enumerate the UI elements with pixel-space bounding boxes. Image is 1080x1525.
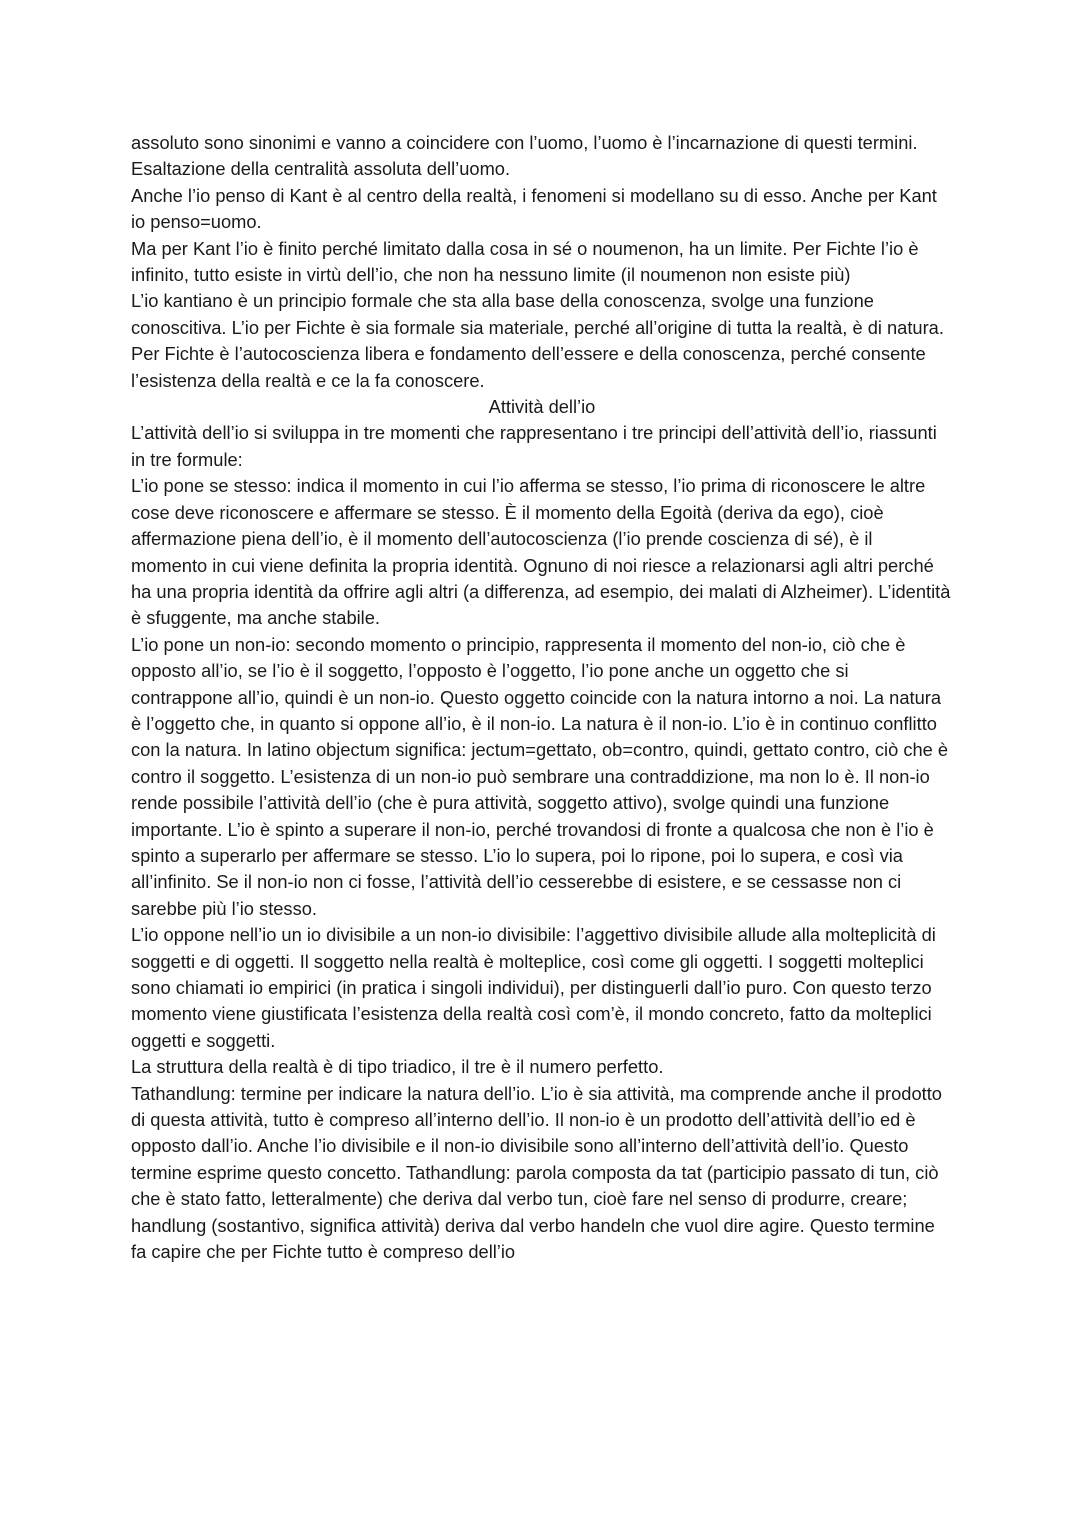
paragraph-io-pone-non-io: L’io pone un non-io: secondo momento o principio, rappresenta il momento del non-io, ciò che è opposto all’io, se l’io è il soggetto, l’opposto è l’oggetto, l’io pone anche un oggetto che si contrappone all’io, quindi è un non-io. Questo oggetto coincide con la natura intorno a noi. La natura è l’oggetto che, in quanto si oppone all’io, è il non-io. La natura è il non-io. L’io è in continuo conflitto con la natura. In latino objectum significa: jectum=gettato, ob=contro, quindi, gettato contro, ciò che è contro il soggetto. L’esistenza di un non-io può sembrare una contraddizione, ma non lo è. Il non-io rende possibile l’attività dell’io (che è pura attività, soggetto attivo), svolge quindi una funzione importante. L’io è spinto a superare il non-io, perché trovandosi di fronte a qualcosa che non è l’io è spinto a superarlo per affermare se stesso. L’io lo supera, poi lo ripone, poi lo supera, e così via all’infinito. Se il non-io non ci fosse, l’attività dell’io cesserebbe di esistere, e se cessasse non ci sarebbe più l’io stesso. — [131, 633, 949, 919]
paragraph-io-pone-se-stesso: L’io pone se stesso: indica il momento in cui l’io afferma se stesso, l’io prima di riconoscere le altre cose deve riconoscere e affermare se stesso. È il momento della Egoità (deriva da ego), cioè affermazione piena dell’io, è il momento dell’autocoscienza (l’io prende coscienza di sé), è il momento in cui viene definita la propria identità. Ognuno di noi riesce a relazionarsi agli altri perché ha una propria identità da offrire agli altri (a differenza, ad esempio, dei malati di Alzheimer). L’identità è sfuggente, ma anche stabile. — [131, 475, 951, 629]
paragraph-io-kantiano: L’io kantiano è un principio formale che sta alla base della conoscenza, svolge una funzione conoscitiva. L’io per Fichte è sia formale sia materiale, perché all’origine di tutta la realtà, è di natura. Per Fichte è l’autocoscienza libera e fondamento dell’essere e della conoscenza, perché consente l’esistenza della realtà e ce la fa conoscere. — [131, 290, 944, 391]
paragraph-struttura-triadica: La struttura della realtà è di tipo triadico, il tre è il numero perfetto. — [131, 1056, 664, 1078]
document-page — [131, 130, 953, 1265]
paragraph-three-moments: L’attività dell’io si sviluppa in tre momenti che rappresentano i tre principi dell’attività dell’io, riassunti in tre formule: — [131, 422, 937, 470]
paragraph-intro-absolute: assoluto sono sinonimi e vanno a coincidere con l’uomo, l’uomo è l’incarnazione di questi termini. Esaltazione della centralità assoluta dell’uomo. — [131, 132, 918, 180]
paragraph-io-oppone: L’io oppone nell’io un io divisibile a un non-io divisibile: l’aggettivo divisibile allude alla molteplicità di soggetti e di oggetti. Il soggetto nella realtà è molteplice, così come gli oggetti. I soggetti molteplici sono chiamati io empirici (in pratica i singoli individui), per distinguerli dall’io puro. Con questo terzo momento viene giustificata l’esistenza della realtà così com’è, il mondo concreto, fatto da molteplici oggetti e soggetti. — [131, 924, 936, 1051]
paragraph-kant-vs-fichte-limit: Ma per Kant l’io è finito perché limitato dalla cosa in sé o noumenon, ha un limite. Per Fichte l’io è infinito, tutto esiste in virtù dell’io, che non ha nessuno limite (il noumenon non esiste più) — [131, 237, 919, 286]
section-heading: Attività dell’io — [488, 396, 596, 418]
paragraph-tathandlung: Tathandlung: termine per indicare la natura dell’io. L’io è sia attività, ma comprende anche il prodotto di questa attività, tutto è compreso all’interno dell’io. Il non-io è un prodotto dell’attività dell’io ed è opposto dall’io. Anche l’io divisibile e il non-io divisibile sono all’interno dell’attività dell’io. Questo termine esprime questo concetto. Tathandlung: parola composta da tat (participio passato di tun, ciò che è stato fatto, letteralmente) che deriva dal verbo tun, cioè fare nel senso di produrre, creare; handlung (sostantivo, significa attività) deriva dal verbo handeln che vuol dire agire. Questo termine fa capire che per Fichte tutto è compreso dell’io — [131, 1082, 942, 1263]
paragraph-kant-io-penso: Anche l’io penso di Kant è al centro della realtà, i fenomeni si modellano su di esso. Anche per Kant io penso=uomo. — [131, 184, 937, 233]
